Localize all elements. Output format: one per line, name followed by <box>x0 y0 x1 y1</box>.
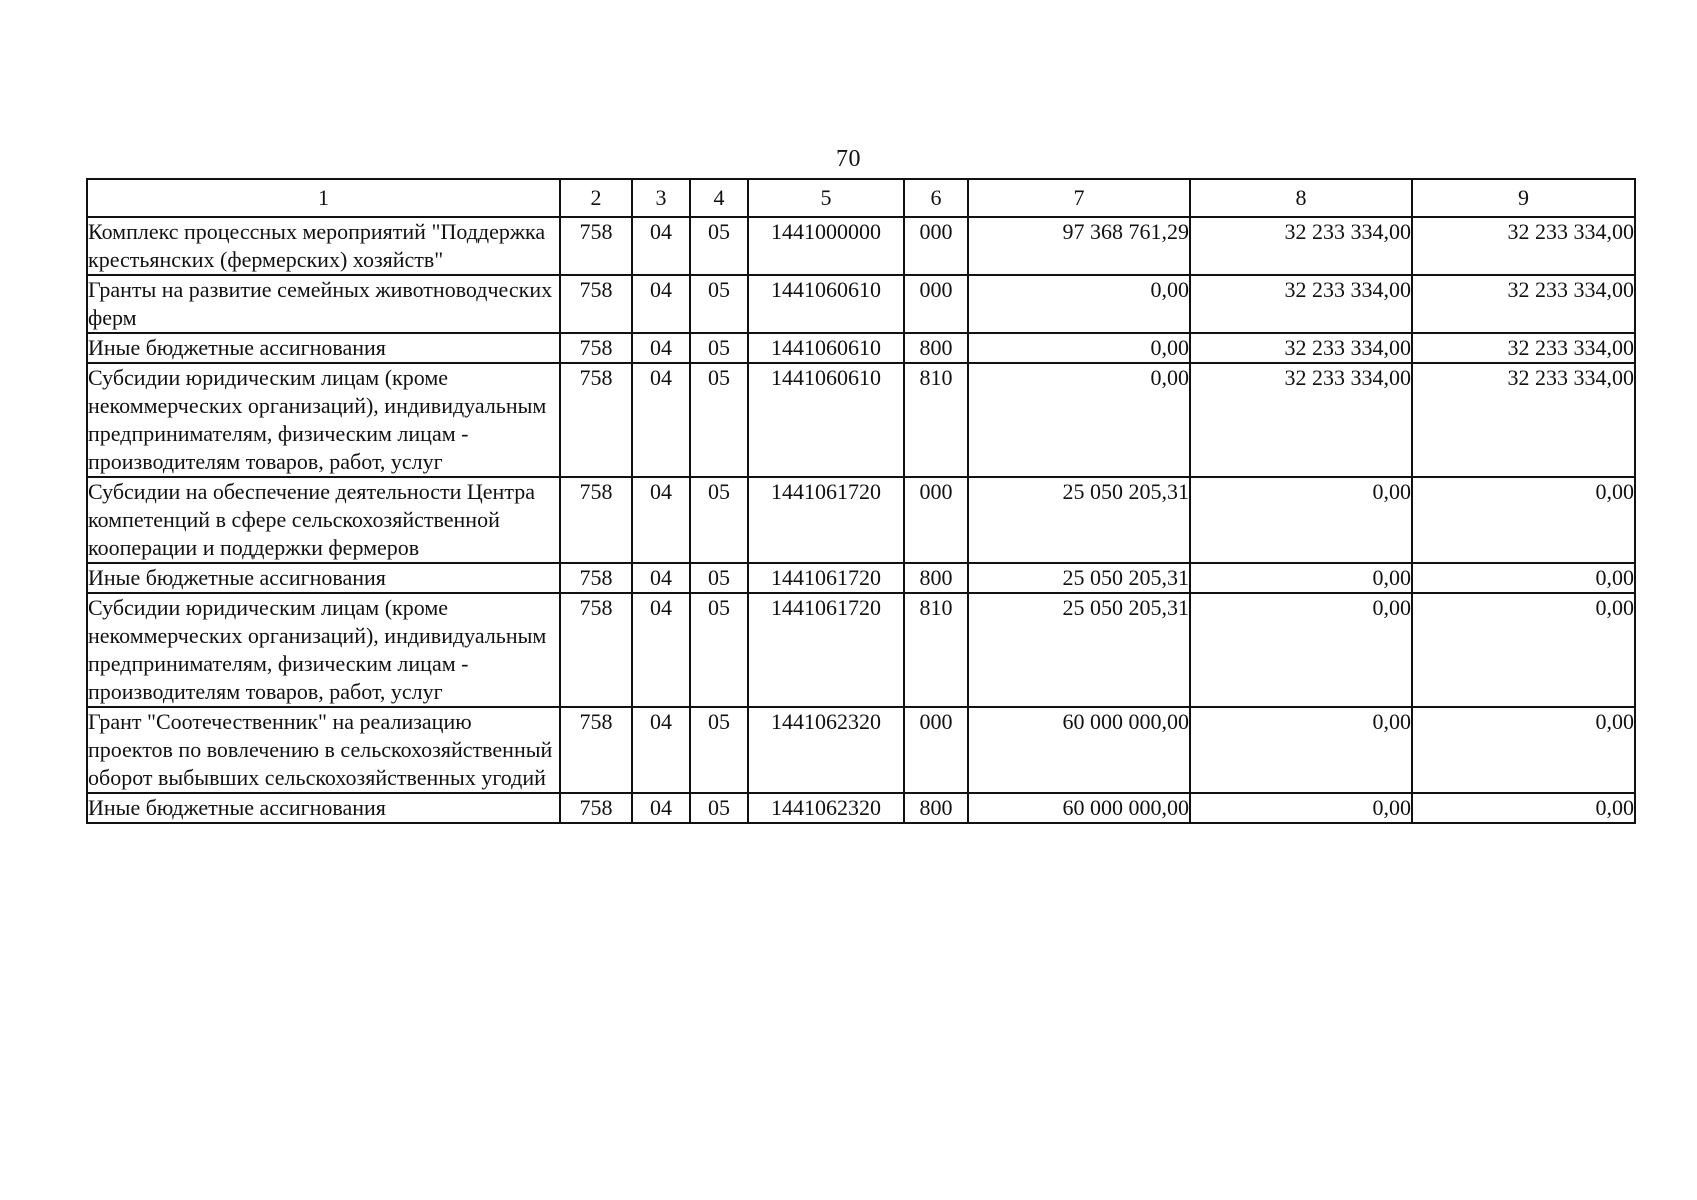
row-target-article: 1441000000 <box>748 217 904 275</box>
row-amount-col9: 0,00 <box>1412 563 1635 593</box>
row-target-article: 1441061720 <box>748 563 904 593</box>
row-amount-col8: 0,00 <box>1190 593 1412 707</box>
row-expense-type: 000 <box>904 275 968 333</box>
row-section: 04 <box>632 707 690 793</box>
row-name: Иные бюджетные ассигнования <box>87 333 560 363</box>
row-section: 04 <box>632 593 690 707</box>
row-amount-col9: 0,00 <box>1412 793 1635 823</box>
row-grbs: 758 <box>560 563 632 593</box>
row-name: Грант "Соотечественник" на реализацию проектов по вовлечению в сельскохозяйственный оборот выбывших сельскохозяйственных угодий <box>87 707 560 793</box>
row-target-article: 1441060610 <box>748 275 904 333</box>
row-expense-type: 800 <box>904 333 968 363</box>
row-subsection: 05 <box>690 563 748 593</box>
row-amount-col8: 32 233 334,00 <box>1190 363 1412 477</box>
row-expense-type: 810 <box>904 593 968 707</box>
column-header: 8 <box>1190 179 1412 217</box>
row-amount-col7: 60 000 000,00 <box>968 793 1190 823</box>
table-row <box>87 563 1635 593</box>
row-section: 04 <box>632 333 690 363</box>
row-amount-col8: 0,00 <box>1190 793 1412 823</box>
row-amount-col9: 0,00 <box>1412 593 1635 707</box>
row-name: Иные бюджетные ассигнования <box>87 563 560 593</box>
row-subsection: 05 <box>690 363 748 477</box>
row-amount-col8: 32 233 334,00 <box>1190 333 1412 363</box>
row-amount-col7: 0,00 <box>968 275 1190 333</box>
row-amount-col8: 0,00 <box>1190 563 1412 593</box>
row-subsection: 05 <box>690 217 748 275</box>
row-target-article: 1441060610 <box>748 363 904 477</box>
row-name: Комплекс процессных мероприятий "Поддержка крестьянских (фермерских) хозяйств" <box>87 217 560 275</box>
header-row <box>87 179 1635 217</box>
budget-table <box>86 178 1636 824</box>
row-expense-type: 000 <box>904 707 968 793</box>
table-row <box>87 363 1635 477</box>
row-target-article: 1441062320 <box>748 793 904 823</box>
row-name: Субсидии на обеспечение деятельности Центра компетенций в сфере сельскохозяйственной кооперации и поддержки фермеров <box>87 477 560 563</box>
row-amount-col7: 25 050 205,31 <box>968 593 1190 707</box>
row-amount-col9: 32 233 334,00 <box>1412 363 1635 477</box>
column-header: 2 <box>560 179 632 217</box>
row-section: 04 <box>632 477 690 563</box>
row-section: 04 <box>632 217 690 275</box>
row-subsection: 05 <box>690 477 748 563</box>
row-name: Субсидии юридическим лицам (кроме некоммерческих организаций), индивидуальным предпринимателям, физическим лицам - производителям товаров, работ, услуг <box>87 593 560 707</box>
row-subsection: 05 <box>690 333 748 363</box>
column-header: 1 <box>87 179 560 217</box>
row-target-article: 1441061720 <box>748 593 904 707</box>
row-section: 04 <box>632 563 690 593</box>
table-row <box>87 217 1635 275</box>
table-row <box>87 333 1635 363</box>
table-row <box>87 793 1635 823</box>
row-expense-type: 000 <box>904 217 968 275</box>
row-grbs: 758 <box>560 275 632 333</box>
row-name: Гранты на развитие семейных животноводческих ферм <box>87 275 560 333</box>
table-row <box>87 275 1635 333</box>
row-expense-type: 000 <box>904 477 968 563</box>
column-header: 3 <box>632 179 690 217</box>
row-section: 04 <box>632 793 690 823</box>
row-amount-col9: 32 233 334,00 <box>1412 275 1635 333</box>
row-grbs: 758 <box>560 363 632 477</box>
row-name: Субсидии юридическим лицам (кроме некоммерческих организаций), индивидуальным предпринимателям, физическим лицам - производителям товаров, работ, услуг <box>87 363 560 477</box>
row-amount-col8: 0,00 <box>1190 707 1412 793</box>
column-header: 5 <box>748 179 904 217</box>
row-amount-col7: 97 368 761,29 <box>968 217 1190 275</box>
table-row <box>87 593 1635 707</box>
row-amount-col7: 25 050 205,31 <box>968 563 1190 593</box>
row-amount-col7: 0,00 <box>968 333 1190 363</box>
column-header: 6 <box>904 179 968 217</box>
row-amount-col8: 32 233 334,00 <box>1190 275 1412 333</box>
row-grbs: 758 <box>560 707 632 793</box>
row-target-article: 1441060610 <box>748 333 904 363</box>
row-target-article: 1441061720 <box>748 477 904 563</box>
column-header: 7 <box>968 179 1190 217</box>
row-expense-type: 800 <box>904 563 968 593</box>
row-section: 04 <box>632 275 690 333</box>
row-section: 04 <box>632 363 690 477</box>
row-amount-col9: 0,00 <box>1412 707 1635 793</box>
row-amount-col7: 60 000 000,00 <box>968 707 1190 793</box>
row-grbs: 758 <box>560 477 632 563</box>
row-amount-col7: 25 050 205,31 <box>968 477 1190 563</box>
row-name: Иные бюджетные ассигнования <box>87 793 560 823</box>
row-amount-col9: 0,00 <box>1412 477 1635 563</box>
row-target-article: 1441062320 <box>748 707 904 793</box>
row-grbs: 758 <box>560 333 632 363</box>
row-grbs: 758 <box>560 593 632 707</box>
row-amount-col8: 32 233 334,00 <box>1190 217 1412 275</box>
row-amount-col7: 0,00 <box>968 363 1190 477</box>
row-subsection: 05 <box>690 793 748 823</box>
row-subsection: 05 <box>690 707 748 793</box>
column-header: 4 <box>690 179 748 217</box>
column-header: 9 <box>1412 179 1635 217</box>
row-grbs: 758 <box>560 793 632 823</box>
row-amount-col9: 32 233 334,00 <box>1412 333 1635 363</box>
row-expense-type: 810 <box>904 363 968 477</box>
row-subsection: 05 <box>690 593 748 707</box>
table-row <box>87 707 1635 793</box>
row-amount-col9: 32 233 334,00 <box>1412 217 1635 275</box>
row-expense-type: 800 <box>904 793 968 823</box>
table-row <box>87 477 1635 563</box>
row-grbs: 758 <box>560 217 632 275</box>
row-amount-col8: 0,00 <box>1190 477 1412 563</box>
page-number: 70 <box>836 146 861 172</box>
row-subsection: 05 <box>690 275 748 333</box>
